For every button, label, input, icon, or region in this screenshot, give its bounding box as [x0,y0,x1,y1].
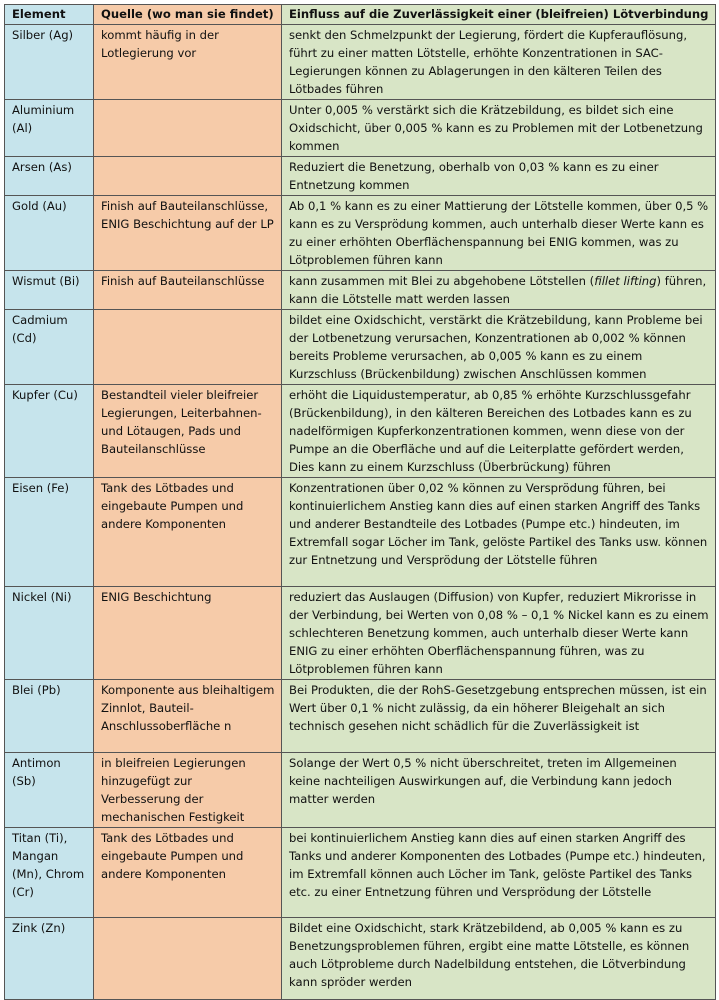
element-cell: Kupfer (Cu) [5,385,94,478]
influence-cell [282,271,716,310]
source-cell [94,310,282,385]
table-row [5,478,716,587]
influence-italic-term: fillet lifting [594,274,657,288]
influence-cell: bildet eine Oxidschicht, verstärkt die Krätzebildung, kann Probleme bei der Lotbenetzung verursachen, Konzentrationen ab 0,002 % können bereits Probleme verursachen, ab 0,005 % kann es zu einem Kurzschluss (Brückenbildung) zwischen Anschlüssen kommen [282,310,716,385]
table-row [5,587,716,680]
element-cell: Antimon (Sb) [5,753,94,828]
influence-cell: Bei Produkten, die der RohS-Gesetzgebung entsprechen müssen, ist ein Wert über 0,1 % nicht zulässig, da ein höherer Bleigehalt an sich technisch gesehen nicht schädlich für die Zuverlässigkeit ist [282,680,716,753]
header-element: Element [5,5,94,25]
table-row [5,828,716,918]
source-cell: Finish auf Bauteilanschlüsse [94,271,282,310]
influence-cell: Unter 0,005 % verstärkt sich die Krätzebildung, es bildet sich eine Oxidschicht, über 0,005 % kann es zu Problemen mit der Lotbenetzung kommen [282,100,716,157]
element-cell: Blei (Pb) [5,680,94,753]
influence-cell: bei kontinuierlichem Anstieg kann dies auf einen starken Angriff des Tanks und anderer Komponenten des Lotbades (Pumpe etc.) hindeuten, im Extremfall können auch Löcher im Tank, gelöste Partikel des Tanks etc. zu einer Entnetzung führen und Versprödung der Lötstelle [282,828,716,918]
influence-cell: erhöht die Liquidustemperatur, ab 0,85 % erhöhte Kurzschlussgefahr (Brückenbildung), in den kälteren Bereichen des Lotbades kann es zu nadelförmigen Kupferkonzentrationen kommen, wenn diese von der Pumpe an die Oberfläche und auf die Leiterplatte gefördert werden, Dies kann zu einem Kurzschluss (Überbrückung) führen [282,385,716,478]
element-cell: Zink (Zn) [5,918,94,1000]
element-cell: Cadmium (Cd) [5,310,94,385]
header-influence: Einfluss auf die Zuverlässigkeit einer (bleifreien) Lötverbindung [282,5,716,25]
table-row [5,196,716,271]
influence-cell: Reduziert die Benetzung, oberhalb von 0,03 % kann es zu einer Entnetzung kommen [282,157,716,196]
influence-text: kann zusammen mit Blei zu abgehobene Lötstellen ( [289,274,595,288]
element-cell: Silber (Ag) [5,25,94,100]
document [4,4,715,1000]
influence-cell: Ab 0,1 % kann es zu einer Mattierung der Lötstelle kommen, über 0,5 % kann es zu Versprödung kommen, auch unterhalb dieser Werte kann es zu einer erhöhten Oberflächenspannung bei ENIG kommen, was zu Lötproblemen führen kann [282,196,716,271]
influence-cell: Bildet eine Oxidschicht, stark Krätzebildend, ab 0,005 % kann es zu Benetzungsproblemen führen, ergibt eine matte Lötstelle, es können auch Lötprobleme durch Nadelbildung entstehen, die Lötverbindung kann spröder werden [282,918,716,1000]
element-cell: Gold (Au) [5,196,94,271]
source-cell: Finish auf Bauteilanschlüsse, ENIG Beschichtung auf der LP [94,196,282,271]
table-row [5,157,716,196]
element-cell: Aluminium (Al) [5,100,94,157]
influence-text: ) führen, kann die Lötstelle matt werden lassen [289,274,707,306]
table-row [5,385,716,478]
influence-cell: senkt den Schmelzpunkt der Legierung, fördert die Kupferauflösung, führt zu einer matten Lötstelle, erhöhte Konzentrationen in SAC-Legierungen können zu Ablagerungen in den kälteren Teilen des Lötbades führen [282,25,716,100]
element-cell: Titan (Ti), Mangan (Mn), Chrom (Cr) [5,828,94,918]
source-cell [94,918,282,1000]
table-row [5,753,716,828]
element-cell: Eisen (Fe) [5,478,94,587]
element-cell: Wismut (Bi) [5,271,94,310]
table-row [5,25,716,100]
source-cell [94,100,282,157]
source-cell: in bleifreien Legierungen hinzugefügt zur Verbesserung der mechanischen Festigkeit [94,753,282,828]
element-reliability-table [4,4,716,1000]
source-cell: kommt häufig in der Lotlegierung vor [94,25,282,100]
table-row [5,918,716,1000]
header-source: Quelle (wo man sie findet) [94,5,282,25]
source-cell: Tank des Lötbades und eingebaute Pumpen und andere Komponenten [94,478,282,587]
table-row [5,100,716,157]
source-cell: Tank des Lötbades und eingebaute Pumpen und andere Komponenten [94,828,282,918]
source-cell [94,157,282,196]
influence-cell: reduziert das Auslaugen (Diffusion) von Kupfer, reduziert Mikrorisse in der Verbindung, bei Werten von 0,08 % – 0,1 % Nickel kann es zu einem schlechteren Benetzung kommen, auch unterhalb dieser Werte kann ENIG zu einer erhöhten Oberflächenspannung führen, was zu Lötproblemen führen kann [282,587,716,680]
table-row [5,271,716,310]
source-cell: Bestandteil vieler bleifreier Legierungen, Leiterbahnen- und Lötaugen, Pads und Bauteilanschlüsse [94,385,282,478]
element-cell: Arsen (As) [5,157,94,196]
influence-cell: Konzentrationen über 0,02 % können zu Versprödung führen, bei kontinuierlichem Anstieg kann dies auf einen starken Angriff des Tanks und anderer Bestandteile des Lotbades (Pumpe etc.) hindeuten, im Extremfall sogar Löcher im Tank, gelöste Partikel des Tanks usw. können zur Entnetzung und Versprödung der Lötstelle führen [282,478,716,587]
table-header-row [5,5,716,25]
influence-cell: Solange der Wert 0,5 % nicht überschreitet, treten im Allgemeinen keine nachteiligen Auswirkungen auf, die Verbindung kann jedoch matter werden [282,753,716,828]
source-cell: Komponente aus bleihaltigem Zinnlot, Bauteil-Anschlussoberfläche n [94,680,282,753]
table-row [5,680,716,753]
table-row [5,310,716,385]
source-cell: ENIG Beschichtung [94,587,282,680]
element-cell: Nickel (Ni) [5,587,94,680]
